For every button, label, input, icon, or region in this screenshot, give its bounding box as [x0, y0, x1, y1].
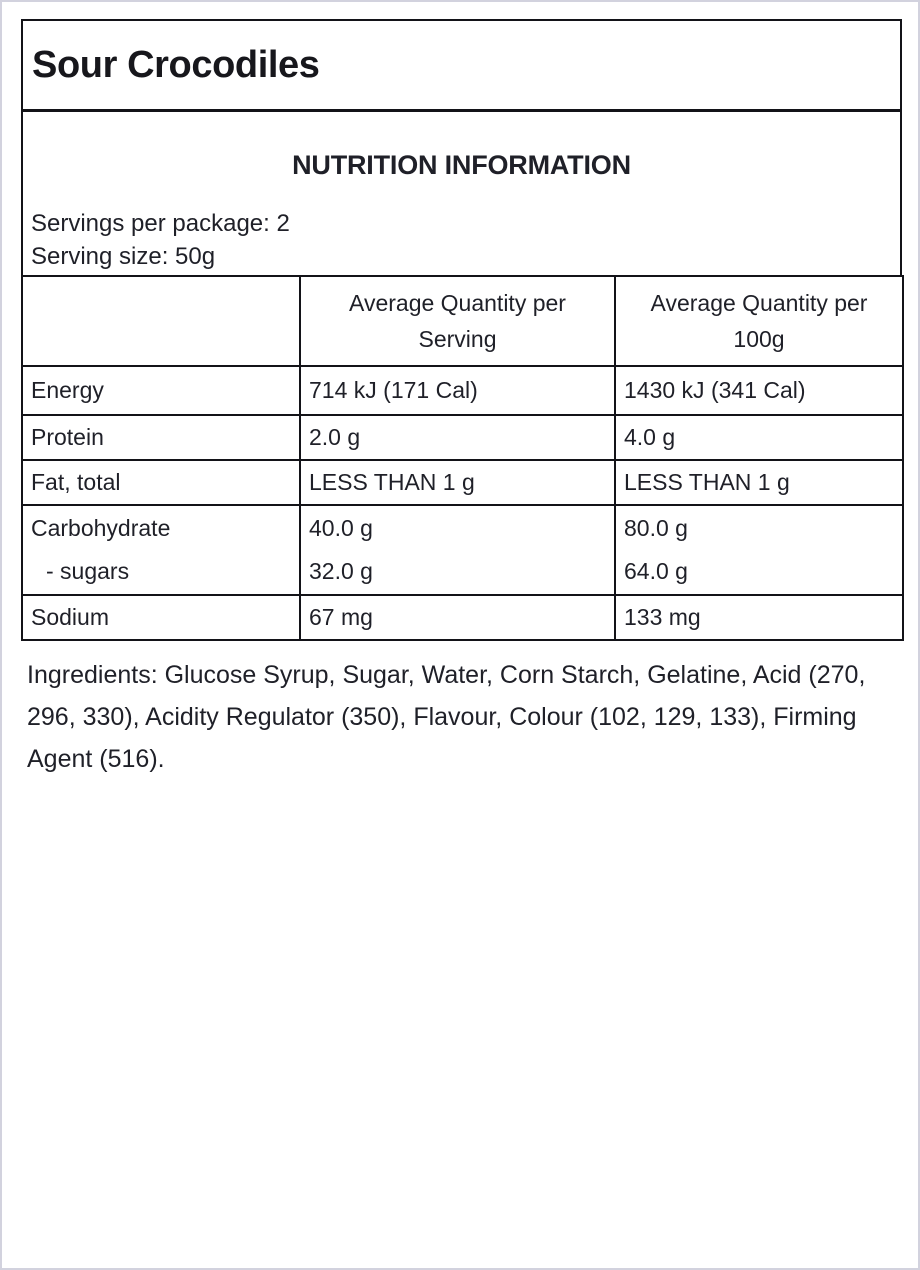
carbohydrate-label: Carbohydrate: [31, 515, 171, 541]
table-row-protein: [22, 415, 903, 460]
servings-per-package: Servings per package: 2: [31, 210, 290, 237]
ingredients-text: Ingredients: Glucose Syrup, Sugar, Water, Corn Starch, Gelatine, Acid (270, 296, 330), Acidity Regulator (350), Flavour, Colour (102, 129, 133), Firming Agent (516).: [27, 661, 866, 773]
sodium-label: Sodium: [22, 595, 300, 640]
carbohydrate-per-serving-cell: [300, 505, 615, 595]
panel-info-section: [21, 112, 902, 275]
energy-per-serving: 714 kJ (171 Cal): [300, 366, 615, 415]
table-row-carbohydrate: [22, 505, 903, 595]
product-title-box: [21, 19, 902, 112]
fat-per-serving: LESS THAN 1 g: [300, 460, 615, 505]
header-per-serving: [300, 276, 615, 366]
fat-per-100g: LESS THAN 1 g: [615, 460, 903, 505]
fat-label: Fat, total: [22, 460, 300, 505]
carbohydrate-per-serving: 40.0 g: [309, 515, 373, 541]
carbohydrate-per-100g-cell: [615, 505, 903, 595]
nutrition-label: [21, 19, 902, 641]
protein-per-100g: 4.0 g: [615, 415, 903, 460]
serving-size: Serving size: 50g: [31, 243, 216, 270]
energy-per-100g: 1430 kJ (341 Cal): [615, 366, 903, 415]
table-row-energy: [22, 366, 903, 415]
header-nutrient: [22, 276, 300, 366]
header-per-100g-line2: 100g: [733, 326, 785, 352]
header-per-serving-line1: Average Quantity per: [349, 290, 566, 316]
header-per-serving-line2: Serving: [418, 326, 497, 352]
protein-label: Protein: [22, 415, 300, 460]
nutrition-table: [21, 275, 904, 641]
product-title: Sour Crocodiles: [32, 43, 320, 86]
sugars-per-serving: 32.0 g: [309, 558, 373, 584]
table-row-fat: [22, 460, 903, 505]
sugars-label: - sugars: [46, 558, 130, 584]
header-per-100g-line1: Average Quantity per: [650, 290, 868, 316]
protein-per-serving: 2.0 g: [300, 415, 615, 460]
table-header-row: [22, 276, 903, 366]
sodium-per-serving: 67 mg: [300, 595, 615, 640]
table-row-sodium: [22, 595, 903, 640]
servings-block: [31, 207, 892, 273]
sugars-per-100g: 64.0 g: [624, 558, 688, 584]
header-per-100g: [615, 276, 903, 366]
carbohydrate-labels: [22, 505, 300, 595]
nutrition-information-heading: NUTRITION INFORMATION: [292, 150, 631, 180]
carbohydrate-per-100g: 80.0 g: [624, 515, 688, 541]
energy-label: Energy: [22, 366, 300, 415]
sodium-per-100g: 133 mg: [615, 595, 903, 640]
